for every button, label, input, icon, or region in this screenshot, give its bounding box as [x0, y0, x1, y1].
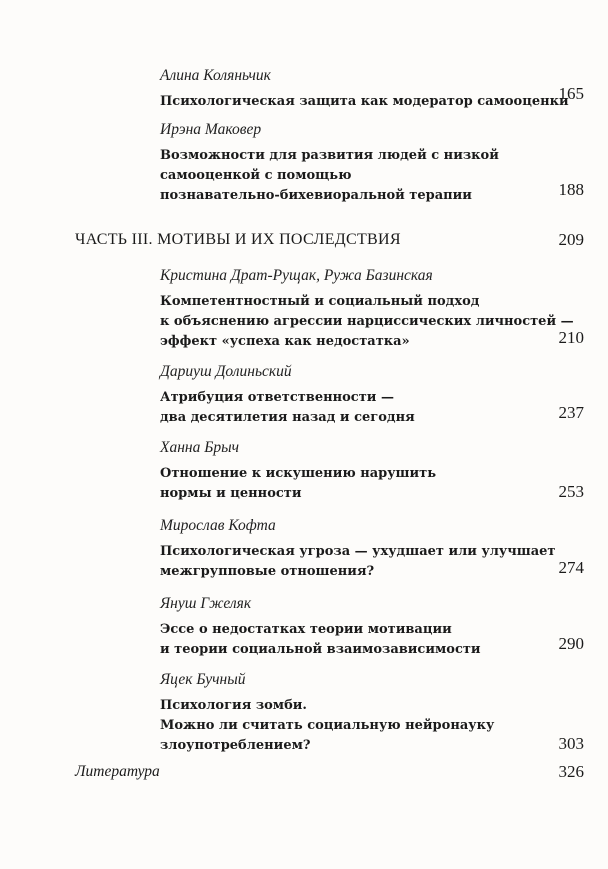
- entry-page-number: 188: [558, 180, 584, 199]
- entry-title-line: Компетентностный и социальный подход: [160, 294, 480, 309]
- entry-title-line: Атрибуция ответственности —: [160, 390, 394, 405]
- toc-entry: [160, 66, 569, 112]
- entry-title-line: Психология зомби.: [160, 698, 307, 713]
- entry-title-line: эффект «успеха как недостатка»: [160, 334, 410, 349]
- toc-entry: [160, 670, 560, 756]
- entry-title-line: злоупотреблением?: [160, 738, 311, 753]
- entry-page-number: 303: [558, 734, 584, 753]
- entry-author: Кристина Драт-Рущак, Ружа Базинская: [160, 267, 433, 284]
- toc-entry: [160, 362, 560, 428]
- entry-author: Януш Гжеляк: [160, 595, 252, 612]
- entry-author: Дариуш Долиньский: [160, 363, 292, 380]
- entry-author: Мирослав Кофта: [160, 517, 276, 534]
- entry-title-line: Эссе о недостатках теории мотивации: [160, 622, 452, 637]
- entry-title-line: самооценкой с помощью: [160, 168, 352, 183]
- toc-entry: [160, 516, 560, 582]
- entry-title-line: познавательно-бихевиоральной терапии: [160, 188, 472, 203]
- entry-title-line: и теории социальной взаимозависимости: [160, 642, 481, 657]
- entry-page-number: 237: [558, 403, 584, 422]
- entry-page-number: 274: [558, 558, 584, 577]
- entry-title-line: Отношение к искушению нарушить: [160, 466, 437, 481]
- part-page-number: 209: [558, 230, 584, 249]
- entry-title-line: межгрупповые отношения?: [160, 564, 375, 579]
- entry-author: Ханна Брыч: [160, 439, 240, 456]
- entry-title-line: Возможности для развития людей с низкой: [160, 148, 499, 163]
- part-heading: ЧАСТЬ III. МОТИВЫ И ИХ ПОСЛЕДСТВИЯ: [75, 231, 401, 248]
- entry-author: Алина Коляньчик: [160, 67, 271, 84]
- literature-page-number: 326: [558, 762, 584, 781]
- entry-title-line: нормы и ценности: [160, 486, 302, 501]
- entry-title-line: Можно ли считать социальную нейронауку: [160, 718, 495, 733]
- entry-page-number: 210: [558, 328, 584, 347]
- toc-entry: [160, 594, 560, 660]
- entry-title-line: к объяснению агрессии нарциссических личностей —: [160, 314, 574, 329]
- entry-title-line: Психологическая угроза — ухудшает или улучшает: [160, 544, 556, 559]
- entry-page-number: 253: [558, 482, 584, 501]
- entry-page-number: 165: [558, 84, 584, 103]
- entry-author: Ирэна Маковер: [160, 121, 262, 138]
- toc-entry: [160, 438, 560, 504]
- entry-title-line: два десятилетия назад и сегодня: [160, 410, 415, 425]
- entry-author: Яцек Бучный: [160, 671, 246, 688]
- toc-entry: [160, 120, 560, 206]
- entry-title-line: Психологическая защита как модератор самооценки: [160, 94, 569, 109]
- literature-label: Литература: [75, 763, 160, 780]
- entry-page-number: 290: [558, 634, 584, 653]
